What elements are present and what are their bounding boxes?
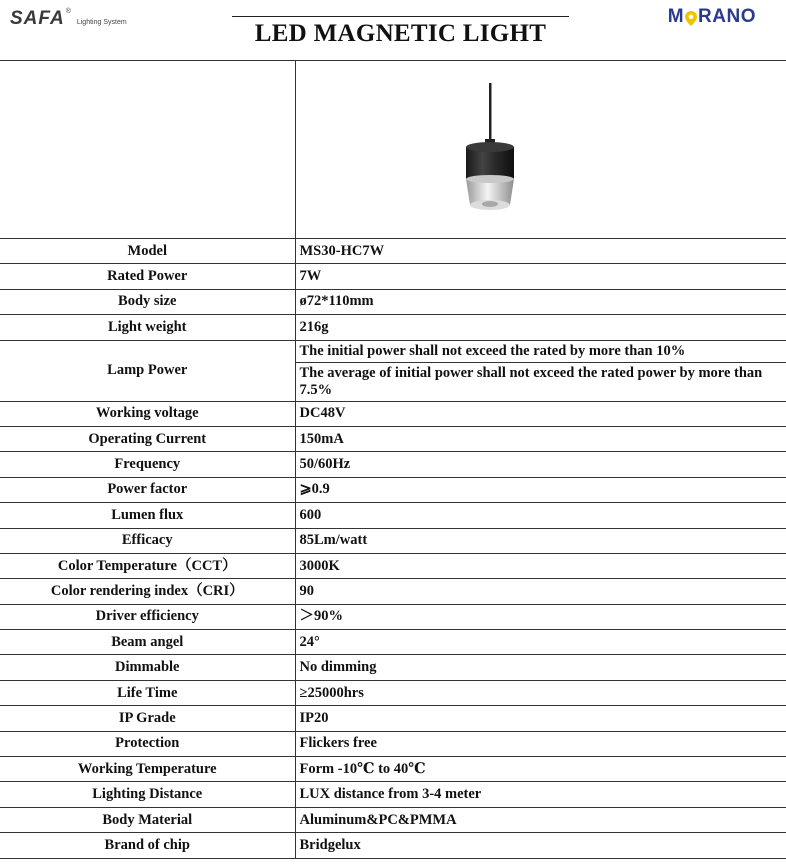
header xyxy=(0,0,786,60)
spec-row-beam-angel xyxy=(0,630,786,655)
spec-value: 600 xyxy=(295,503,786,528)
spec-value: ø72*110mm xyxy=(295,289,786,314)
spec-label: Operating Current xyxy=(0,426,295,451)
spec-row-light-weight xyxy=(0,315,786,340)
spec-row-protection xyxy=(0,731,786,756)
spec-label: Working voltage xyxy=(0,401,295,426)
spec-label: Dimmable xyxy=(0,655,295,680)
spec-value: 150mA xyxy=(295,426,786,451)
spec-value: Form -10℃ to 40℃ xyxy=(295,757,786,782)
spec-value: 216g xyxy=(295,315,786,340)
spec-value: No dimming xyxy=(295,655,786,680)
spec-label: Body Material xyxy=(0,807,295,832)
page-title: LED MAGNETIC LIGHT xyxy=(254,20,547,47)
safa-logo-subtitle: Lighting System xyxy=(76,19,127,26)
spec-value: MS30-HC7W xyxy=(295,239,786,264)
spec-row-lighting-distance xyxy=(0,782,786,807)
spec-row-working-temperature xyxy=(0,757,786,782)
spec-row-body-material xyxy=(0,807,786,832)
spec-value: 7W xyxy=(295,264,786,289)
spec-label: Color Temperature（CCT） xyxy=(0,553,295,578)
spec-row-ip-grade xyxy=(0,706,786,731)
spec-row-color-temperature-cct xyxy=(0,553,786,578)
map-pin-icon xyxy=(685,10,697,24)
spec-value: 50/60Hz xyxy=(295,452,786,477)
safa-registered-mark: ® xyxy=(65,8,71,15)
spec-value: 24° xyxy=(295,630,786,655)
spec-row-frequency xyxy=(0,452,786,477)
spec-row-operating-current xyxy=(0,426,786,451)
spec-value: IP20 xyxy=(295,706,786,731)
spec-value: Aluminum&PC&PMMA xyxy=(295,807,786,832)
spec-row-dimmable xyxy=(0,655,786,680)
spec-value: LUX distance from 3-4 meter xyxy=(295,782,786,807)
spec-value: 85Lm/watt xyxy=(295,528,786,553)
spec-row-lumen-flux xyxy=(0,503,786,528)
spec-label: Life Time xyxy=(0,680,295,705)
spec-row-driver-efficiency xyxy=(0,604,786,629)
spec-label: Lumen flux xyxy=(0,503,295,528)
spec-value: The initial power shall not exceed the rated by more than 10% xyxy=(295,340,786,362)
spec-value: ＞90% xyxy=(295,604,786,629)
product-image-label-cell xyxy=(0,61,295,239)
spec-label: Rated Power xyxy=(0,264,295,289)
spec-row-power-factor xyxy=(0,477,786,502)
spec-row-life-time xyxy=(0,680,786,705)
spec-label: Driver efficiency xyxy=(0,604,295,629)
title-rule xyxy=(232,16,569,17)
pendant-spotlight-icon xyxy=(296,61,786,238)
spec-value: ⩾0.9 xyxy=(295,477,786,502)
safa-logo-text: SAFA xyxy=(10,8,65,29)
spec-value: 90 xyxy=(295,579,786,604)
spec-label: Power factor xyxy=(0,477,295,502)
spec-label: Working Temperature xyxy=(0,757,295,782)
spec-label: Model xyxy=(0,239,295,264)
spec-value: The average of initial power shall not exceed the rated power by more than 7.5% xyxy=(295,362,786,401)
spec-label: Brand of chip xyxy=(0,833,295,858)
spec-table xyxy=(0,60,786,859)
spec-row-efficacy xyxy=(0,528,786,553)
spec-label: Light weight xyxy=(0,315,295,340)
spec-label: Beam angel xyxy=(0,630,295,655)
spec-value: 3000K xyxy=(295,553,786,578)
spec-row-rated-power xyxy=(0,264,786,289)
product-image-row xyxy=(0,61,786,239)
product-image xyxy=(296,61,786,238)
spec-row-working-voltage xyxy=(0,401,786,426)
spec-label: IP Grade xyxy=(0,706,295,731)
spec-value: DC48V xyxy=(295,401,786,426)
spec-row-model xyxy=(0,239,786,264)
spec-value: Flickers free xyxy=(295,731,786,756)
spec-row-color-rendering-index-cri xyxy=(0,579,786,604)
morano-logo xyxy=(668,6,756,28)
spec-label: Lighting Distance xyxy=(0,782,295,807)
spec-value: ≥25000hrs xyxy=(295,680,786,705)
safa-logo xyxy=(10,8,127,30)
spec-label: Protection xyxy=(0,731,295,756)
spec-label: Color rendering index（CRI） xyxy=(0,579,295,604)
spec-row-lamp-power-1 xyxy=(0,340,786,362)
spec-row-brand-of-chip xyxy=(0,833,786,858)
morano-logo-text-end: RANO xyxy=(698,6,756,27)
spec-row-body-size xyxy=(0,289,786,314)
spec-label: Efficacy xyxy=(0,528,295,553)
spec-label: Lamp Power xyxy=(0,340,295,401)
morano-logo-text-start: M xyxy=(667,6,685,27)
spec-label: Frequency xyxy=(0,452,295,477)
spec-value: Bridgelux xyxy=(295,833,786,858)
spec-label: Body size xyxy=(0,289,295,314)
product-image-cell xyxy=(295,61,786,239)
